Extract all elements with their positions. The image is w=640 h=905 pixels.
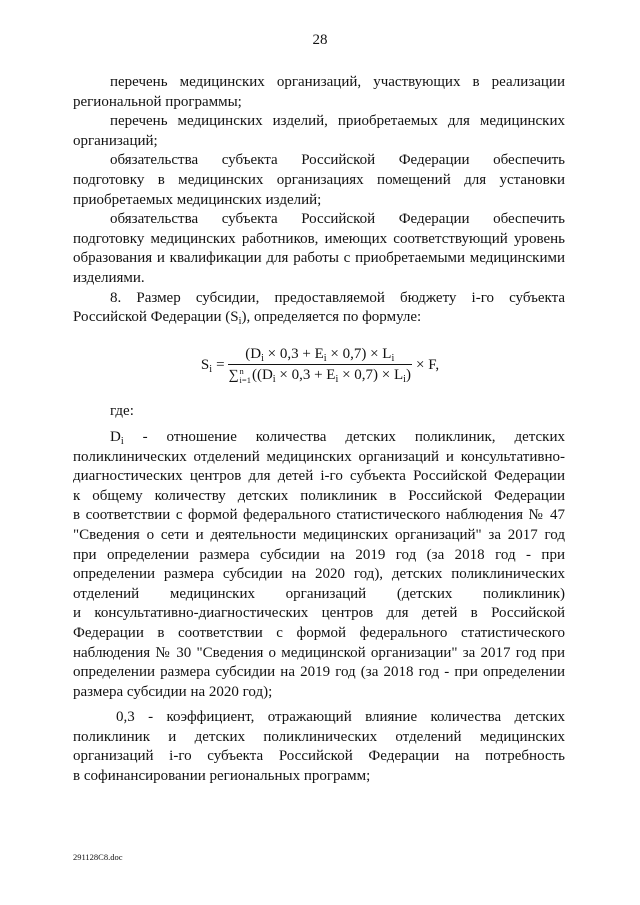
formula-lhs bbox=[201, 357, 225, 374]
formula-term: ) bbox=[405, 367, 411, 383]
text-line: изделиями. bbox=[73, 269, 145, 286]
text-fragment: - отношение количества детских поликлиник, детских bbox=[123, 429, 565, 445]
text-line: региональной программы; bbox=[73, 93, 242, 110]
document-file-code: 291128C8.doc bbox=[73, 852, 123, 862]
text-line: подготовку медицинских работников, имеющих соответствующий уровень bbox=[73, 230, 565, 247]
subscript: i bbox=[120, 435, 124, 447]
subscript: i bbox=[209, 363, 213, 375]
definition-d bbox=[73, 428, 565, 702]
clause-8 bbox=[73, 289, 565, 328]
equals-sign: = bbox=[216, 356, 225, 373]
formula-term: × 0,7) × L bbox=[338, 367, 404, 383]
text-line: перечень медицинских изделий, приобретаемых для медицинских bbox=[110, 113, 565, 130]
page-number: 28 bbox=[312, 32, 328, 48]
text-line: организаций; bbox=[73, 132, 158, 149]
subscript: i bbox=[403, 373, 406, 385]
subscript: i bbox=[261, 352, 264, 364]
where-label: где: bbox=[110, 403, 134, 419]
subscript: i bbox=[272, 373, 276, 385]
formula-denominator bbox=[228, 365, 412, 386]
definition-symbol: D bbox=[110, 429, 121, 445]
formula-term: ((D bbox=[251, 367, 273, 383]
list-item-organizations bbox=[73, 73, 565, 112]
text-line: к общему количеству детских поликлиник в Российской Федерации bbox=[73, 487, 565, 504]
text-line: определении размера субсидии на 2020 год), детских поликлинических bbox=[73, 566, 565, 583]
formula-term: × 0,7) × L bbox=[326, 346, 392, 362]
requirements-list-section bbox=[73, 73, 565, 328]
text-line: поликлинических отделений медицинских организаций и консультативно- bbox=[73, 448, 565, 465]
text-fragment: ), определяется по формуле: bbox=[241, 309, 422, 326]
formula-rhs: × F, bbox=[415, 356, 440, 373]
text-line: перечень медицинских организаций, участвующих в реализации bbox=[110, 74, 565, 90]
text-line: определении размера субсидии на 2019 год (за 2018 год - при определении bbox=[73, 664, 565, 681]
where-label-section bbox=[73, 402, 565, 422]
list-item-staff-obligation bbox=[73, 210, 565, 288]
summation-limits bbox=[240, 367, 251, 385]
text-line: в соответствии с формой федерального статистического наблюдения № 47 bbox=[73, 507, 565, 524]
text-line: диагностических центров для детей i-го субъекта Российской Федерации bbox=[73, 468, 565, 485]
text-line: отделений медицинских организаций (детских поликлиник) bbox=[73, 585, 565, 602]
text-line: в софинансировании региональных программ; bbox=[73, 767, 371, 784]
formula-term: (D bbox=[245, 346, 262, 362]
text-line bbox=[73, 428, 565, 448]
text-line: 8. Размер субсидии, предоставляемой бюджету i-го субъекта bbox=[110, 289, 565, 306]
text-fragment: Российской Федерации (S bbox=[73, 309, 239, 326]
formula-symbol: S bbox=[200, 356, 210, 373]
summation-lower-limit: i=1 bbox=[239, 374, 251, 385]
text-line: подготовку в медицинских организациях помещений для установки bbox=[73, 171, 565, 188]
text-line: Федерации в соответствии с формой федерального статистического bbox=[73, 624, 565, 641]
summation-upper-limit: n bbox=[239, 365, 244, 376]
text-line: обязательства субъекта Российской Федерации обеспечить bbox=[110, 152, 565, 169]
subsidy-formula bbox=[0, 344, 640, 386]
formula-term: × 0,3 + E bbox=[275, 367, 336, 383]
text-line: при определении размера субсидии на 2019 год (за 2018 год - при bbox=[73, 546, 565, 563]
text-line: и консультативно-диагностических центров для детей в Российской bbox=[73, 605, 565, 622]
formula-fraction bbox=[228, 344, 412, 386]
text-line: размера субсидии на 2020 год); bbox=[73, 683, 273, 700]
text-line: обязательства субъекта Российской Федерации обеспечить bbox=[110, 211, 565, 228]
subscript: i bbox=[391, 352, 395, 364]
text-line: образования и квалификации для работы с приобретаемыми медицинскими bbox=[73, 250, 565, 267]
formula-numerator bbox=[228, 344, 412, 365]
text-line: организаций i-го субъекта Российской Федерации на потребность bbox=[73, 748, 565, 765]
text-line: наблюдения № 30 "Сведения о медицинской организации" за 2017 год при bbox=[73, 644, 565, 661]
text-line: "Сведения о сети и деятельности медицинских организаций" за 2017 год bbox=[73, 526, 565, 543]
text-line bbox=[73, 308, 565, 328]
subscript: i bbox=[323, 352, 327, 364]
text-line: приобретаемых медицинских изделий; bbox=[73, 191, 322, 208]
text-line: поликлиник и детских поликлинических отделений медицинских bbox=[73, 728, 565, 745]
definition-coefficient-0-3 bbox=[73, 708, 565, 786]
subscript: i bbox=[238, 315, 242, 327]
list-item-devices bbox=[73, 112, 565, 151]
summation-sign: ∑ bbox=[228, 368, 239, 383]
text-line: 0,3 - коэффициент, отражающий влияние количества детских bbox=[116, 709, 565, 725]
subscript: i bbox=[335, 373, 339, 385]
list-item-premises-obligation bbox=[73, 151, 565, 210]
formula-term: × 0,3 + E bbox=[263, 346, 324, 362]
